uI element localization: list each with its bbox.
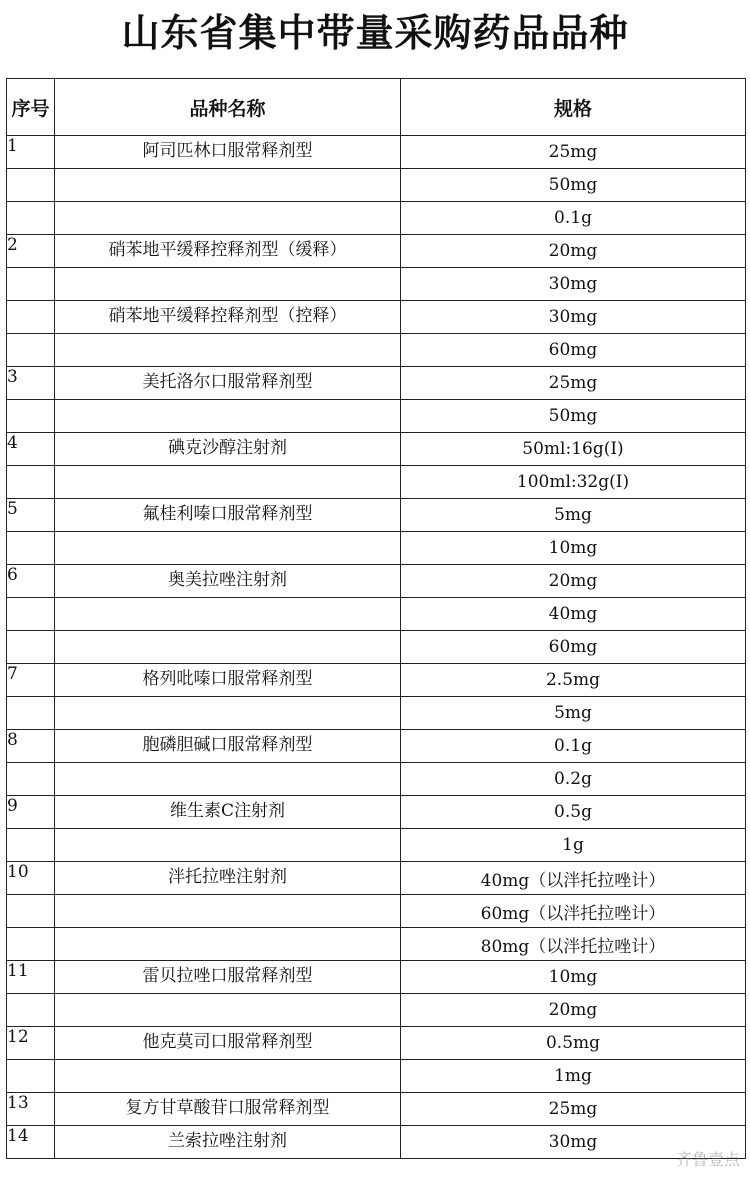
row-name-cell: 复方甘草酸苷口服常释剂型 <box>55 1093 401 1126</box>
table-row <box>7 136 746 169</box>
row-name-cell <box>55 697 401 730</box>
table-row <box>7 367 746 400</box>
header-spec: 规格 <box>401 79 746 136</box>
row-spec-cell: 50mg <box>401 169 746 202</box>
row-name-cell <box>55 895 401 928</box>
row-name-cell: 碘克沙醇注射剂 <box>55 433 401 466</box>
row-spec-cell: 80mg（以泮托拉唑计） <box>401 928 746 961</box>
row-spec-cell: 20mg <box>401 565 746 598</box>
row-spec-cell: 0.5g <box>401 796 746 829</box>
row-spec-cell: 20mg <box>401 235 746 268</box>
table-row <box>7 994 746 1027</box>
row-no-cell <box>7 598 55 631</box>
table-row <box>7 829 746 862</box>
table-row <box>7 598 746 631</box>
row-no-cell <box>7 829 55 862</box>
row-name-cell <box>55 829 401 862</box>
row-name-cell: 泮托拉唑注射剂 <box>55 862 401 895</box>
row-no-cell <box>7 994 55 1027</box>
row-spec-cell: 0.1g <box>401 202 746 235</box>
row-no-cell <box>7 268 55 301</box>
table-row <box>7 697 746 730</box>
table-row <box>7 796 746 829</box>
table-row <box>7 1060 746 1093</box>
row-spec-cell: 50mg <box>401 400 746 433</box>
row-spec-cell: 20mg <box>401 994 746 1027</box>
header-name: 品种名称 <box>55 79 401 136</box>
row-spec-cell: 60mg <box>401 334 746 367</box>
row-spec-cell: 30mg <box>401 268 746 301</box>
row-no-cell <box>7 1060 55 1093</box>
table-row <box>7 928 746 961</box>
row-spec-cell: 10mg <box>401 532 746 565</box>
row-spec-cell: 1mg <box>401 1060 746 1093</box>
row-name-cell: 奥美拉唑注射剂 <box>55 565 401 598</box>
table-row <box>7 202 746 235</box>
row-name-cell <box>55 169 401 202</box>
row-spec-cell: 2.5mg <box>401 664 746 697</box>
row-name-cell: 硝苯地平缓释控释剂型（控释） <box>55 301 401 334</box>
watermark: 齐鲁壹点 <box>675 1150 740 1169</box>
row-name-cell <box>55 631 401 664</box>
table-row <box>7 862 746 895</box>
row-no-cell: 5 <box>7 499 55 532</box>
row-spec-cell: 25mg <box>401 136 746 169</box>
row-no-cell: 3 <box>7 367 55 400</box>
row-no-cell <box>7 400 55 433</box>
table-row <box>7 235 746 268</box>
row-no-cell: 2 <box>7 235 55 268</box>
row-spec-cell: 10mg <box>401 961 746 994</box>
table-row <box>7 301 746 334</box>
row-spec-cell: 5mg <box>401 697 746 730</box>
row-name-cell: 阿司匹林口服常释剂型 <box>55 136 401 169</box>
row-name-cell <box>55 268 401 301</box>
row-spec-cell: 30mg <box>401 1126 746 1159</box>
table-row <box>7 532 746 565</box>
row-no-cell <box>7 301 55 334</box>
row-spec-cell: 0.5mg <box>401 1027 746 1060</box>
row-spec-cell: 0.2g <box>401 763 746 796</box>
row-spec-cell: 25mg <box>401 1093 746 1126</box>
row-name-cell: 氟桂利嗪口服常释剂型 <box>55 499 401 532</box>
row-spec-cell: 0.1g <box>401 730 746 763</box>
row-no-cell: 13 <box>7 1093 55 1126</box>
row-name-cell <box>55 994 401 1027</box>
table-row <box>7 334 746 367</box>
row-name-cell <box>55 598 401 631</box>
row-name-cell <box>55 1060 401 1093</box>
row-no-cell <box>7 202 55 235</box>
row-name-cell <box>55 763 401 796</box>
table-row <box>7 1027 746 1060</box>
table-header-row <box>7 79 746 136</box>
table-row <box>7 664 746 697</box>
table-row <box>7 763 746 796</box>
row-name-cell <box>55 928 401 961</box>
table-row <box>7 895 746 928</box>
row-no-cell: 12 <box>7 1027 55 1060</box>
row-name-cell <box>55 466 401 499</box>
table-row <box>7 400 746 433</box>
row-no-cell <box>7 334 55 367</box>
row-spec-cell: 100ml:32g(I) <box>401 466 746 499</box>
row-name-cell: 雷贝拉唑口服常释剂型 <box>55 961 401 994</box>
drug-table <box>6 78 746 1159</box>
row-no-cell: 7 <box>7 664 55 697</box>
table-row <box>7 169 746 202</box>
row-name-cell: 胞磷胆碱口服常释剂型 <box>55 730 401 763</box>
row-name-cell: 格列吡嗪口服常释剂型 <box>55 664 401 697</box>
row-no-cell: 4 <box>7 433 55 466</box>
table-row <box>7 1093 746 1126</box>
row-spec-cell: 50ml:16g(I) <box>401 433 746 466</box>
row-no-cell <box>7 532 55 565</box>
row-spec-cell: 40mg <box>401 598 746 631</box>
row-no-cell: 8 <box>7 730 55 763</box>
table-row <box>7 433 746 466</box>
row-spec-cell: 60mg（以泮托拉唑计） <box>401 895 746 928</box>
row-no-cell: 9 <box>7 796 55 829</box>
row-no-cell: 14 <box>7 1126 55 1159</box>
row-no-cell <box>7 928 55 961</box>
table-row <box>7 631 746 664</box>
table-row <box>7 499 746 532</box>
table-row <box>7 961 746 994</box>
table-row <box>7 565 746 598</box>
row-spec-cell: 40mg（以泮托拉唑计） <box>401 862 746 895</box>
page-title: 山东省集中带量采购药品品种 <box>121 11 629 55</box>
row-name-cell <box>55 400 401 433</box>
header-no: 序号 <box>7 79 55 136</box>
row-no-cell <box>7 697 55 730</box>
row-name-cell: 兰索拉唑注射剂 <box>55 1126 401 1159</box>
table-row <box>7 268 746 301</box>
row-no-cell <box>7 895 55 928</box>
table-row <box>7 730 746 763</box>
row-no-cell: 10 <box>7 862 55 895</box>
row-spec-cell: 25mg <box>401 367 746 400</box>
row-no-cell: 6 <box>7 565 55 598</box>
row-name-cell: 他克莫司口服常释剂型 <box>55 1027 401 1060</box>
row-spec-cell: 60mg <box>401 631 746 664</box>
row-spec-cell: 5mg <box>401 499 746 532</box>
row-spec-cell: 1g <box>401 829 746 862</box>
row-name-cell: 美托洛尔口服常释剂型 <box>55 367 401 400</box>
row-no-cell: 1 <box>7 136 55 169</box>
table-row <box>7 466 746 499</box>
row-name-cell: 维生素C注射剂 <box>55 796 401 829</box>
row-no-cell <box>7 466 55 499</box>
row-no-cell <box>7 169 55 202</box>
row-no-cell <box>7 631 55 664</box>
row-no-cell: 11 <box>7 961 55 994</box>
row-name-cell <box>55 532 401 565</box>
row-name-cell <box>55 334 401 367</box>
row-spec-cell: 30mg <box>401 301 746 334</box>
row-name-cell: 硝苯地平缓释控释剂型（缓释） <box>55 235 401 268</box>
row-no-cell <box>7 763 55 796</box>
row-name-cell <box>55 202 401 235</box>
table-row <box>7 1126 746 1159</box>
